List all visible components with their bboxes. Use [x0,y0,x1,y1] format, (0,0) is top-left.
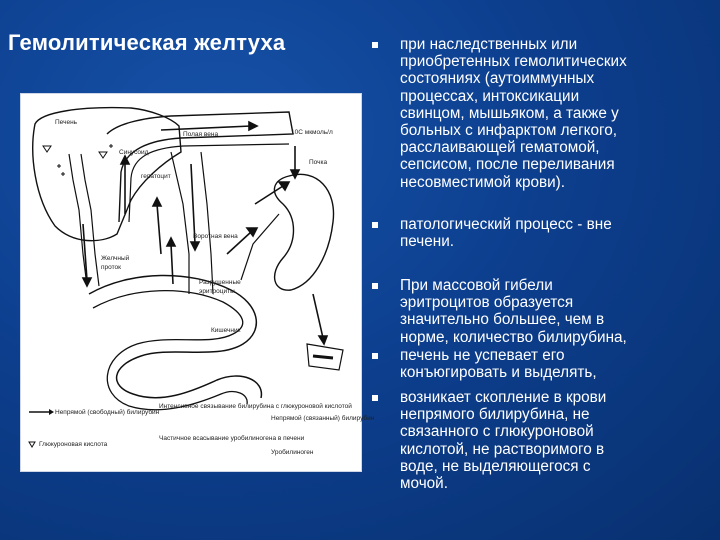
label-destroyed-2: эритроциты [199,288,235,295]
bullet-square-icon [372,395,378,401]
bullet-item [372,389,712,492]
bilirubin-metabolism-diagram [20,93,375,472]
label-destroyed-1: Разрушенные [199,279,241,286]
bullet-text: при наследственных или приобретенных гемолитических состояниях (аутоиммунных процессах, интоксикации свинцом, мышьяком, а также у больных с инфарктом легкого, расслаивающей гематомой, сепсисом, после переливания несовместимой крови). [400,36,627,191]
label-umol: 10С мкмоль/л [291,129,333,136]
bullet-item [372,277,712,346]
label-bile-duct-1: Желчный [101,255,130,262]
label-sinusoid: Синусоид [119,149,149,156]
bile-duct-outline [69,154,99,286]
bullet-square-icon [372,283,378,289]
label-hollow-vein: Полая вена [183,131,219,138]
label-kidney: Почка [309,159,328,166]
label-bile-duct-2: проток [101,264,121,271]
bullet-square-icon [372,353,378,359]
label-hepatocyte: гепатоцит [141,173,171,180]
bullet-item [372,216,712,250]
label-liver: Печень [55,119,78,126]
bullet-text: При массовой гибели эритроцитов образуется значительно большее, чем в норме, количество билирубина, [400,277,627,346]
bullet-text: патологический процесс - вне печени. [400,216,612,251]
kidney-outline [274,174,333,290]
bullet-square-icon [372,222,378,228]
bullet-text: печень не успевает его конъюгировать и выделять, [400,347,597,382]
slide-title: Гемолитическая желтуха [8,30,286,55]
legend-intensive: Интенсивное связывание билирубина с глюкуроновой кислотой [159,403,352,410]
legend-partial: Частичное всасывание уробилиногена в печени [159,435,305,442]
legend-glucuronic: Глюкуроновая кислота [39,441,108,448]
diagram-legend [29,402,375,456]
legend-direct: Непрямой (связанный) билирубин [271,415,375,422]
bullet-square-icon [372,42,378,48]
bullet-item [372,347,712,381]
bullet-text: возникает скопление в крови непрямого билирубина, не связанного с глюкуроновой кислотой, не растворимого в воде, не выделяющегося с мочой. [400,389,607,493]
legend-indirect: Непрямой (свободный) билирубин [55,409,160,416]
bullet-item [372,36,712,191]
intestine-outline [89,275,261,398]
label-portal-vein: Воротная вена [193,233,238,240]
label-intestine: Кишечник [211,327,241,334]
legend-urobilinogen: Уробилиноген [271,449,314,456]
